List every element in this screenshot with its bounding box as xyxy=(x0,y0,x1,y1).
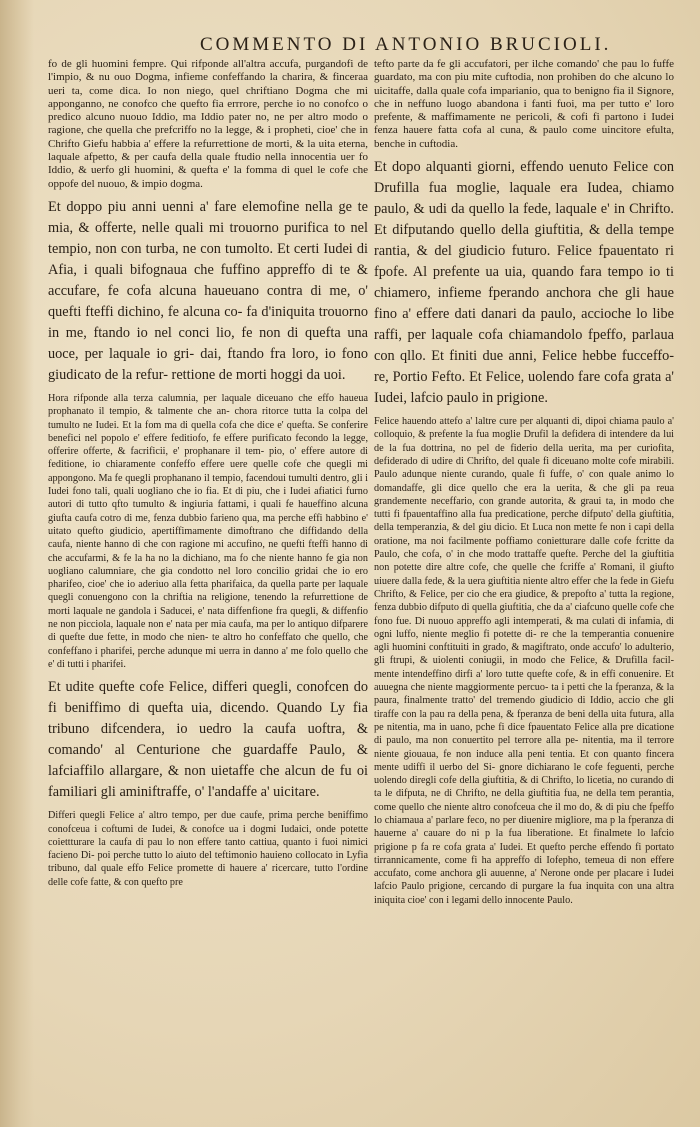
scripture-paragraph: Et udite quefte cofe Felice, differi quegli, conofcen do fi beniffimo di quefta uia, dicendo. Quando Ly fia tribuno difcendera, io uedro la caufa uoftra, & comando' al Centurione che guardaffe Paulo, & lafciaffilo allargare, & non uietaffe che alcun de fu oi familiari gli aminiftraffe, o' l'andaffe a' uicitare. xyxy=(48,679,368,801)
running-title: COMMENTO DI ANTONIO BRUCIOLI. xyxy=(200,34,612,55)
right-column xyxy=(374,58,674,913)
left-column xyxy=(48,58,368,895)
commentary-paragraph: fo de gli huomini fempre. Qui rifponde all'altra accufa, purgandofi de l'impio, & nu ouo Dogma, infieme confeffando la charira, & finceraa ueri ta, come dica. Io non niego, quel chriftiano Dogma che mi apponganno, ne conofco che quefto fia errrore, perche io no conofco o predico alcuno nuouo Iddio, ma Iddio pater no, ne per altro modo o ragione, che quella che prefcriffo no la legge, & i propheti, cioe' che in Chrifto Giefu habbia a' effere la refurrettione de morti, & la uita eterna, laquale afpetto, & per caufa della quale ftudio nella innocentia uer fo Iddio, & uerfo gli huomini, & quefta e' la fomma di quel le cofe che oppofe del nuouo, & impio dogma. xyxy=(48,58,368,190)
commentary-paragraph: Hora rifponde alla terza calumnia, per laquale diceuano che effo haueua prophanato il tempio, & talmente che an- chora ritorce tutta la colpa del tumulto ne Iudei. Et la fom ma di quella cofa che dice e' quefta. Se conferire benefici nel popolo e' effere feditiofo, fe effere purificato fecondo la legge, offerire offerte, & facrificii, e' prophanare il tem- pio, o' effere autore di feditione, io chiaramente confeffo effere uere quelle cofe che quegli mi appongono. Ma fe quegli prophanano il tempio, facendoui tumulti dentro, gli i Iudei fono tali, quali uogliano che io fia. Et di piu, che i Iudei afiatici furno autori di tutto qfto tumulto & ingiuria fattami, i quali fe haueffino alcuna giufta caufa cotro di me, fenza dubbio farieno qua, ma perche effi habbino e' uitato quefto giudicio, apertiffimamente dimoftrano che diffidando della caufa, niente hanno di che con ragione mi accufino, ne quefti fteffi hanno di che accufarmi, & fe la ha no la dichiano, ma fo che niente hanno fe gia non uogliano calumniare, che gia condotto nel loro concilio gridai che io ero pharifeo, cioe' che io aderiuo alla fetta pharifaica, da quella parte per laquale quegli conuengono con la chriftia na religione, tenendo la refurrettione de morti laquale ne gandola i Saducei, e' nata diffenfione fra quegli, & diffenfio ne non picciola, laquale non e' nata per mia caufa, ma per lo antiquo difparere di quefte due fette, in modo che nien- te altro ho confeffato che quello, che confeffano i pharifei, perche adunque mi uerra in danno a' me folo quello che e' di tutti i pharifei. xyxy=(48,392,368,670)
commentary-paragraph: Felice hauendo attefo a' laltre cure per alquanti di, dipoi chiama paulo a' colloquio, & prefente la fua moglie Drufil la defidera di intendere da lui de la fua dottrina, no pel de fiderio della uerita, ma per curiofita, defiderado di udire di Chrifto, del quale fi diceuano molte cofe mirabili. Paulo adunque niente curando, quale fi fuffe, o' con quale animo lo domandaffe, gli dice quello che era la uerita, & che gli pa reua grandemente neceffario, con grande autorita, & graui ta, in modo che tutti fi fpauentaffino alla fua predicatione, perche difputo' della giuftitia, della temperanzia, & del giu dicio. Et Luca non mette fe non i capi della oratione, ma noi facilmente poffiamo conietturare dalle cofe fcritte da Paulo, che cofa, o' in che modo trattaffe quefte. Perche del la giuftitia non potette dire altre cofe, che quelle che fcriffe a' Romani, il giufto uiuere dalla fede, & la uera giuftitia niente altro effer che la fede in Giefu Chrifto, & Felice, per cio che era giudice, & prepofto a' tutta la regione, fenza dubbio difputo di quella giuftitia, che da a' ciafcuno quelle cofe che fono fue. Di nuouo appreffo agli intemperati, & ma culati di infamia, di ogni luffo, niente meglio fi potette di- re che la temperantia conuenire agli huomini conftituiti in grado, & magiftrato, onde accufo' lo adulterio, gli ftrupi, & uiolenti coniugii, in modo che Felice, & Drufilla facil- mente intendeffino dirfi a' loro tutte quefte cofe, & in effi conuenire. Et auuegna che niente maggiormente percuo- ta i petti che la fperanza, & la paura, finalmente tratto' del tremendo giudicio di Iddio, accio che gli tiraffe con la pau ra della pena, & fperanza de beni della uita futura, alla pe nitentia, ma in uano, pche fi dice fpauentato Felice alla pre dicatione di paulo, ma non conuertito pel terrore alla pe- nitentia, ma il terrore niente giouaua, fe non induce alla peni tentia. Et con quanto fincera mente udiffi il uerbo del Si- gnore dichiarano le cofe feguenti, perche uolendo diregli cofe della giuftitia, & di Chrifto, lo licetia, no curando di ta le difputa, ne di Chrifto, ne della giuftitia fua, ne della tem perantia, come quello che niente altro conofceua che il mo do, & di piu che fpeffo lo chiamaua a' parlare feco, no per diuenire migliore, ma p la fperanza di hauerne a' cauare do ni p la fua liberatione. Et finalmete lo lafcio prigione p fa re cofa grata a' Iudei. Et quefto perche effendo fi portato tirrannicamente, come fi ha appreffo di Iofepho, temeua di non effere accufato, come anchora gli auuenne, a' Nerone onde per placare i Iudei lafcio Paulo prigione, cercando di purgare la fua inquita con una altra iniquita cioe' con i legami dello innocente Paulo. xyxy=(374,416,674,906)
commentary-paragraph: tefto parte da fe gli accufatori, per ilche comando' che pau lo fuffe guardato, ma con piu mite cuftodia, non prohiben do che alcuno lo uicitaffe, dalla quale cofa imparianio, qua to benigno fia il Signore, che in neffuno luogo abandona i fanti fuoi, ma per tutto e' loro prefente, & maffimamente ne pericoli, & cofi fi partono i Iudei fenza hauere fatta cofa al cuna, & paulo come uincitore efulta, benche in cuftodia. xyxy=(374,58,674,150)
scripture-paragraph: Et doppo piu anni uenni a' fare elemofine nella ge te mia, & offerte, nelle quali mi trouorno purifica to nel tempio, non con turba, ne con tumolto. Et certi Iudei di Afia, i quali bifognaua che fuffino appreffo di te & accufare, fe cofa alcuna haueuano contra di me, o' quefti fteffi dichino, fe alcuna co- fa d'iniquita trouorno in me, ftando io nel conci lio, fe non di quefta una uoce, per laquale io gri- dai, ftando fra loro, io fono giudicato de la refur- rettione de morti hoggi da uoi. xyxy=(48,198,368,383)
scripture-paragraph: Et dopo alquanti giorni, effendo uenuto Felice con Drufilla fua moglie, laquale era Iudea, chiamo paulo, & udi da quello la fede, laquale e' in Chrifto. Et difputando quello della giuftitia, & della tempe rantia, & del giudicio futuro. Felice fpauentato ri fpofe. Al prefente ua uia, quando fara tempo io ti chiamero, infieme fperando anchora che gli haue fino a' effere dati danari da paulo, accioche lo libe raffi, per laquale cofa chiamandolo fpeffo, parlaua con qllo. Et finiti due anni, Felice hebbe fucceffo- re, Portio Fefto. Et Felice, uolendo fare cofa grata a' Iudei, lafcio paulo in prigione. xyxy=(374,159,674,407)
page-gutter-shadow xyxy=(0,0,34,1127)
commentary-paragraph: Differi quegli Felice a' altro tempo, per due caufe, prima perche beniffimo conofceua i coftumi de Iudei, & conofce ua i dogmi Iudaici, onde potette coiettturare la caufa di pau lo non effere tanto cattiua, quanto i fuoi nimici facieno Di- poi perche tutto lo aiuto del teftimonio hauieno collocato in Lyfia tribuno, dal quale effo Felice promette di hauere a' ricercare, tutto l'ordine delle cofe fatte, & con quefto pre xyxy=(48,810,368,888)
